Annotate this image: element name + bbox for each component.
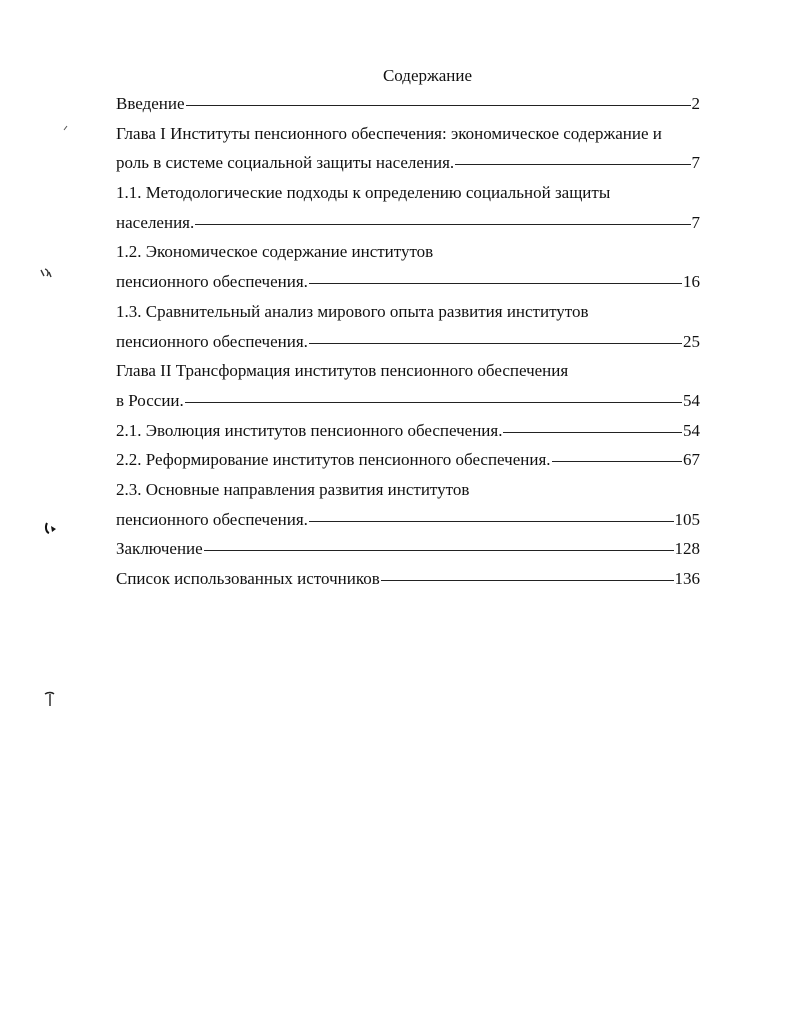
toc-leader-line [381,580,674,581]
toc-leader-line [552,461,682,462]
table-of-contents [116,94,700,599]
toc-leader-line [503,432,682,433]
toc-entry-text: 2.1. Эволюция институтов пенсионного обеспечения. [116,420,503,440]
toc-entry-2-1 [116,421,700,451]
toc-page-number: 128 [674,539,700,559]
toc-page-number: 54 [683,420,700,440]
scan-artifact [62,124,70,132]
toc-entry-text: населения. [116,212,195,232]
toc-leader-line [195,224,690,225]
toc-entry-text: пенсионного обеспечения. [116,272,308,292]
toc-page-number: 7 [691,212,700,232]
toc-entry-references [116,569,700,599]
toc-page-number: 2 [691,94,700,113]
toc-entry-text: 1.2. Экономическое содержание институтов [116,242,434,262]
toc-entry-2-3-line-2 [116,510,700,540]
scan-artifact [44,520,60,536]
toc-entry-chapter-2-line-1 [116,361,700,391]
toc-entry-text: 1.3. Сравнительный анализ мирового опыта развития институтов [116,301,589,321]
toc-entry-text: Введение [116,94,185,113]
toc-entry-text: Список использованных источников [116,569,380,588]
toc-entry-text: в России. [116,390,184,410]
toc-leader-line [455,164,690,165]
toc-page-number: 136 [674,569,700,588]
scan-artifact [42,690,58,710]
toc-entry-conclusion [116,539,700,569]
toc-entry-introduction [116,94,700,124]
toc-entry-text: роль в системе социальной защиты населения. [116,153,455,173]
scan-artifact [38,266,54,282]
toc-entry-text: Глава II Трансформация институтов пенсионного обеспечения [116,361,569,381]
toc-leader-line [309,521,674,522]
toc-page-number: 7 [691,153,700,173]
toc-leader-line [186,105,691,106]
toc-page-number: 105 [674,509,700,529]
toc-entry-1-3-line-1 [116,302,700,332]
toc-entry-chapter-1-line-1 [116,124,700,154]
toc-entry-text: пенсионного обеспечения. [116,509,308,529]
toc-entry-text: Глава I Институты пенсионного обеспечения: экономическое содержание и [116,123,662,143]
toc-entry-text: 1.1. Методологические подходы к определению социальной защиты [116,183,611,203]
page-title: Содержание [382,66,473,85]
toc-entry-1-1-line-2 [116,213,700,243]
toc-entry-chapter-1-line-2 [116,153,700,183]
toc-leader-line [185,402,682,403]
toc-entry-text: Заключение [116,539,203,559]
toc-entry-1-1-line-1 [116,183,700,213]
toc-entry-2-2 [116,450,700,480]
toc-entry-1-2-line-1 [116,242,700,272]
toc-entry-text: 2.3. Основные направления развития институтов [116,479,470,499]
toc-leader-line [309,343,682,344]
toc-page-number: 25 [683,331,700,351]
toc-entry-chapter-2-line-2 [116,391,700,421]
toc-page-number: 67 [683,450,700,470]
toc-entry-2-3-line-1 [116,480,700,510]
toc-entry-1-2-line-2 [116,272,700,302]
toc-entry-text: пенсионного обеспечения. [116,331,308,351]
toc-entry-1-3-line-2 [116,332,700,362]
toc-page-number: 16 [683,272,700,292]
toc-leader-line [309,283,682,284]
toc-leader-line [204,550,674,551]
toc-entry-text: 2.2. Реформирование институтов пенсионного обеспечения. [116,450,551,470]
toc-page-number: 54 [683,390,700,410]
